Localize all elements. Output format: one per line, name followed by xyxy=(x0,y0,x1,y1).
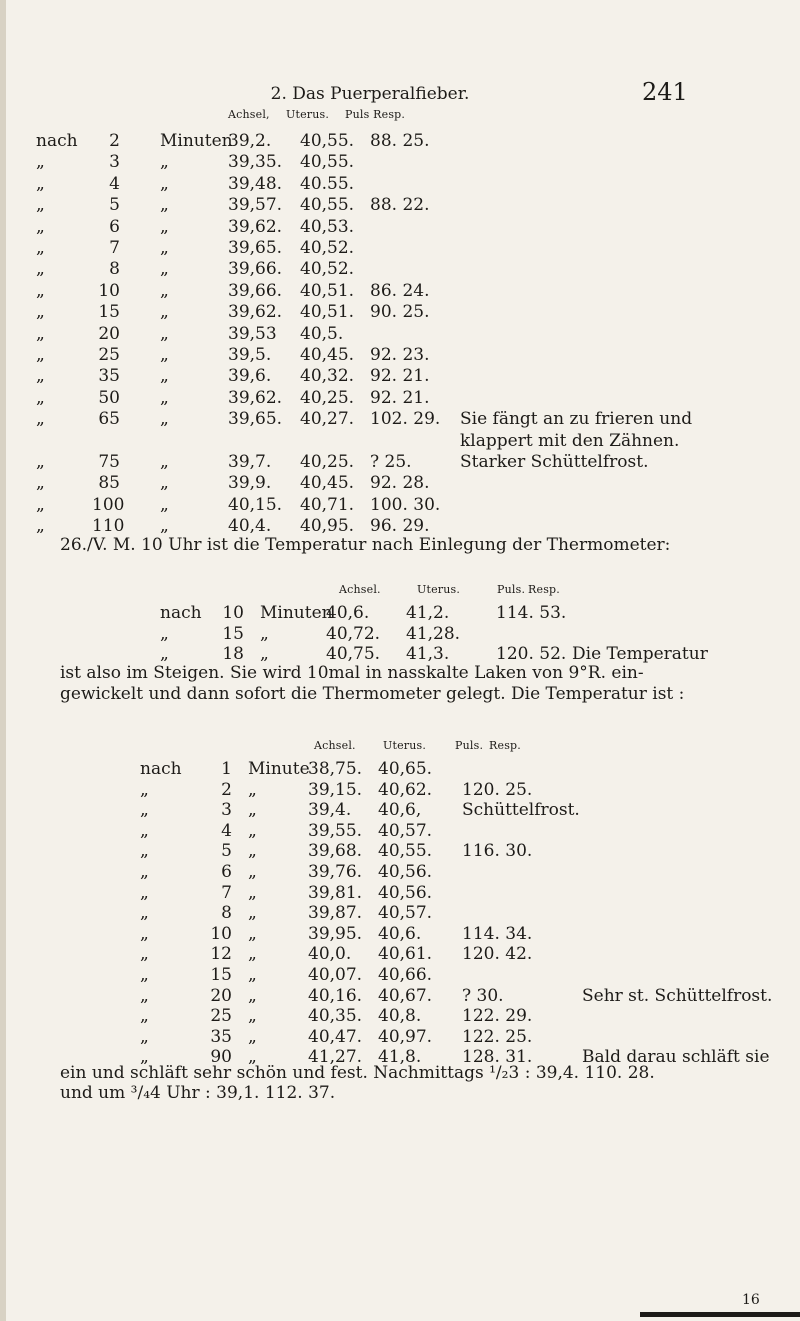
row-unit: „ xyxy=(248,923,257,944)
uterus-value: 40,6, xyxy=(378,800,422,821)
row-number: 7 xyxy=(109,238,120,258)
column-header: Resp. xyxy=(528,583,560,596)
row-unit: „ xyxy=(160,238,169,258)
column-header: Puls Resp. xyxy=(345,108,406,121)
row-number: 2 xyxy=(109,131,120,151)
row-note: klappert mit den Zähnen. xyxy=(460,430,680,451)
row-prefix: „ xyxy=(36,216,45,237)
achsel-value: 39,65. xyxy=(228,238,283,258)
achsel-value: 39,48. xyxy=(228,173,283,194)
row-prefix: „ xyxy=(140,820,149,841)
uterus-value: 40,66. xyxy=(378,965,433,985)
uterus-value: 40,8. xyxy=(378,1006,422,1027)
row-number: 8 xyxy=(109,259,120,280)
paragraph-3-line-2: und um ³/₄4 Uhr : 39,1. 112. 37. xyxy=(60,1083,336,1103)
row-number: 10 xyxy=(98,280,120,301)
puls-resp-value: 92. 23. xyxy=(370,345,430,365)
puls-resp-value: 92. 28. xyxy=(370,473,430,494)
achsel-value: 39,81. xyxy=(308,882,363,903)
column-header: Achsel, xyxy=(228,108,270,121)
row-number: 12 xyxy=(210,944,232,965)
achsel-value: 40,72. xyxy=(326,623,381,644)
achsel-value: 39,68. xyxy=(308,841,363,862)
row-number: 5 xyxy=(221,841,232,862)
row-prefix: „ xyxy=(140,944,149,965)
paragraph-2-line-2: gewickelt und dann sofort die Thermometer gelegt. Die Temperatur ist : xyxy=(60,684,685,704)
column-header: Resp. xyxy=(489,739,521,752)
puls-resp-value: Schüttelfrost. xyxy=(462,800,580,821)
achsel-value: 39,66. xyxy=(228,259,283,280)
row-number: 75 xyxy=(98,452,120,472)
row-number: 3 xyxy=(109,152,120,173)
row-number: 6 xyxy=(109,216,120,237)
row-prefix: „ xyxy=(36,195,45,216)
row-unit: „ xyxy=(260,644,269,665)
puls-resp-value: 114. 34. xyxy=(462,923,533,944)
row-unit: „ xyxy=(160,366,169,387)
achsel-value: 39,7. xyxy=(228,452,272,472)
row-prefix: „ xyxy=(140,965,149,985)
row-unit: „ xyxy=(160,280,169,301)
row-unit: „ xyxy=(160,494,169,515)
row-number: 4 xyxy=(109,173,120,194)
row-unit: „ xyxy=(248,944,257,965)
puls-resp-value: 86. 24. xyxy=(370,280,430,301)
uterus-value: 40,61. xyxy=(378,944,433,965)
achsel-value: 39,62. xyxy=(228,302,283,323)
row-prefix: „ xyxy=(36,452,45,472)
row-note: Die Temperatur xyxy=(572,644,708,665)
achsel-value: 40,07. xyxy=(308,965,363,985)
achsel-value: 40,15. xyxy=(228,494,283,515)
uterus-value: 40,32. xyxy=(300,366,355,387)
achsel-value: 39,66. xyxy=(228,280,283,301)
uterus-value: 40,57. xyxy=(378,903,433,924)
page-number: 241 xyxy=(642,78,688,106)
paragraph-2-line-1: ist also im Steigen. Sie wird 10mal in nasskalte Laken von 9°R. ein- xyxy=(60,663,644,683)
uterus-value: 40,25. xyxy=(300,452,355,472)
achsel-value: 39,4. xyxy=(308,800,352,821)
column-header: Uterus. xyxy=(286,108,330,121)
row-prefix: „ xyxy=(36,323,45,344)
paragraph-3-line-1: ein und schläft sehr schön und fest. Nachmittags ¹/₂3 : 39,4. 110. 28. xyxy=(60,1063,655,1083)
achsel-value: 39,95. xyxy=(308,923,363,944)
uterus-value: 41,2. xyxy=(406,603,450,623)
row-prefix: nach xyxy=(160,603,202,623)
achsel-value: 39,9. xyxy=(228,473,272,494)
row-unit: Minuten xyxy=(260,603,333,623)
uterus-value: 40,56. xyxy=(378,862,433,882)
uterus-value: 40,71. xyxy=(300,494,355,515)
row-prefix: „ xyxy=(140,779,149,800)
achsel-value: 39,2. xyxy=(228,131,272,151)
row-unit: „ xyxy=(248,820,257,841)
row-unit: „ xyxy=(160,345,169,365)
achsel-value: 39,87. xyxy=(308,903,363,924)
row-unit: „ xyxy=(248,779,257,800)
puls-resp-value: 122. 29. xyxy=(462,1006,533,1027)
row-number: 35 xyxy=(98,366,120,387)
achsel-value: 39,5. xyxy=(228,345,272,365)
puls-resp-value: 116. 30. xyxy=(462,841,533,862)
row-prefix: nach xyxy=(36,131,78,151)
row-unit: „ xyxy=(160,259,169,280)
puls-resp-value: 90. 25. xyxy=(370,302,430,323)
row-prefix: „ xyxy=(140,985,149,1006)
achsel-value: 40,4. xyxy=(228,516,272,537)
row-unit: „ xyxy=(160,516,169,537)
uterus-value: 40,52. xyxy=(300,238,355,258)
uterus-value: 40,51. xyxy=(300,302,355,323)
row-number: 65 xyxy=(98,409,120,430)
column-header: Achsel. xyxy=(314,739,356,752)
row-prefix: „ xyxy=(160,644,169,665)
row-number: 20 xyxy=(98,323,120,344)
row-unit: „ xyxy=(248,800,257,821)
row-prefix: „ xyxy=(36,409,45,430)
row-number: 10 xyxy=(210,923,232,944)
column-header: Puls. xyxy=(497,583,526,596)
row-number: 15 xyxy=(210,965,232,985)
row-unit: „ xyxy=(248,985,257,1006)
row-unit: „ xyxy=(160,452,169,472)
row-unit: Minute xyxy=(248,759,310,779)
row-prefix: „ xyxy=(140,862,149,882)
achsel-value: 39,62. xyxy=(228,387,283,408)
row-prefix: „ xyxy=(140,800,149,821)
uterus-value: 40,56. xyxy=(378,882,433,903)
row-prefix: „ xyxy=(36,173,45,194)
achsel-value: 39,53 xyxy=(228,323,277,344)
uterus-value: 40,65. xyxy=(378,759,433,779)
puls-resp-value: 128. 31. xyxy=(462,1047,533,1068)
achsel-value: 39,15. xyxy=(308,779,363,800)
row-prefix: „ xyxy=(140,923,149,944)
uterus-value: 40,55. xyxy=(300,131,355,151)
puls-resp-value: ? 25. xyxy=(370,452,412,472)
row-prefix: nach xyxy=(140,759,182,779)
uterus-value: 40,45. xyxy=(300,345,355,365)
column-header: Uterus. xyxy=(383,739,427,752)
row-prefix: „ xyxy=(36,238,45,258)
achsel-value: 39,35. xyxy=(228,152,283,173)
achsel-value: 40,75. xyxy=(326,644,381,665)
row-number: 3 xyxy=(221,800,232,821)
uterus-value: 41,28. xyxy=(406,623,461,644)
row-unit: „ xyxy=(248,862,257,882)
uterus-value: 40.55. xyxy=(300,173,355,194)
achsel-value: 41,27. xyxy=(308,1047,363,1068)
achsel-value: 39,57. xyxy=(228,195,283,216)
row-number: 110 xyxy=(92,516,125,537)
row-number: 35 xyxy=(210,1026,232,1047)
uterus-value: 40,53. xyxy=(300,216,355,237)
row-prefix: „ xyxy=(36,387,45,408)
uterus-value: 40,55. xyxy=(300,195,355,216)
row-number: 50 xyxy=(98,387,120,408)
row-number: 15 xyxy=(98,302,120,323)
achsel-value: 40,16. xyxy=(308,985,363,1006)
row-prefix: „ xyxy=(36,494,45,515)
achsel-value: 39,62. xyxy=(228,216,283,237)
bottom-rule xyxy=(640,1312,800,1317)
puls-resp-value: 96. 29. xyxy=(370,516,430,537)
row-note: Sehr st. Schüttelfrost. xyxy=(582,985,773,1006)
row-prefix: „ xyxy=(140,1047,149,1068)
puls-resp-value: 100. 30. xyxy=(370,494,441,515)
row-unit: Minuten xyxy=(160,131,233,151)
row-number: 6 xyxy=(221,862,232,882)
row-unit: „ xyxy=(160,473,169,494)
row-unit: „ xyxy=(160,195,169,216)
row-number: 20 xyxy=(210,985,232,1006)
uterus-value: 40,6. xyxy=(378,923,422,944)
row-number: 7 xyxy=(221,882,232,903)
column-header: Uterus. xyxy=(417,583,461,596)
achsel-value: 40,35. xyxy=(308,1006,363,1027)
puls-resp-value: 120. 42. xyxy=(462,944,533,965)
row-prefix: „ xyxy=(140,1006,149,1027)
puls-resp-value: 102. 29. xyxy=(370,409,441,430)
signature-mark: 16 xyxy=(742,1292,760,1308)
column-header: Puls. xyxy=(455,739,484,752)
achsel-value: 40,47. xyxy=(308,1026,363,1047)
puls-resp-value: ? 30. xyxy=(462,985,504,1006)
row-prefix: „ xyxy=(36,473,45,494)
row-note: Sie fängt an zu frieren und xyxy=(460,409,693,430)
row-number: 100 xyxy=(92,494,125,515)
column-header: Achsel. xyxy=(339,583,381,596)
achsel-value: 39,65. xyxy=(228,409,283,430)
row-prefix: „ xyxy=(36,302,45,323)
row-unit: „ xyxy=(248,903,257,924)
row-unit: „ xyxy=(248,1026,257,1047)
puls-resp-value: 120. 25. xyxy=(462,779,533,800)
puls-resp-value: 88. 25. xyxy=(370,131,430,151)
row-number: 2 xyxy=(221,779,232,800)
uterus-value: 40,45. xyxy=(300,473,355,494)
row-number: 25 xyxy=(210,1006,232,1027)
achsel-value: 40,6. xyxy=(326,603,370,623)
row-number: 4 xyxy=(221,820,232,841)
uterus-value: 40,55. xyxy=(378,841,433,862)
row-prefix: „ xyxy=(36,345,45,365)
row-number: 85 xyxy=(98,473,120,494)
row-number: 90 xyxy=(210,1047,232,1068)
achsel-value: 39,6. xyxy=(228,366,272,387)
row-prefix: „ xyxy=(140,903,149,924)
paragraph-1: 26./V. M. 10 Uhr ist die Temperatur nach Einlegung der Thermometer: xyxy=(60,535,671,555)
uterus-value: 40,57. xyxy=(378,820,433,841)
row-prefix: „ xyxy=(36,366,45,387)
achsel-value: 40,0. xyxy=(308,944,352,965)
puls-resp-value: 114. 53. xyxy=(496,603,567,623)
uterus-value: 40,62. xyxy=(378,779,433,800)
row-number: 10 xyxy=(222,603,244,623)
row-prefix: „ xyxy=(36,280,45,301)
row-unit: „ xyxy=(160,173,169,194)
row-unit: „ xyxy=(248,882,257,903)
page-edge xyxy=(0,0,6,1321)
uterus-value: 41,8. xyxy=(378,1047,422,1068)
row-number: 1 xyxy=(221,759,232,779)
achsel-value: 39,55. xyxy=(308,820,363,841)
row-unit: „ xyxy=(248,1047,257,1068)
row-unit: „ xyxy=(248,841,257,862)
row-unit: „ xyxy=(160,216,169,237)
uterus-value: 41,3. xyxy=(406,644,450,665)
row-unit: „ xyxy=(260,623,269,644)
row-unit: „ xyxy=(160,302,169,323)
row-unit: „ xyxy=(160,409,169,430)
puls-resp-value: 92. 21. xyxy=(370,387,430,408)
uterus-value: 40,51. xyxy=(300,280,355,301)
row-prefix: „ xyxy=(160,623,169,644)
row-unit: „ xyxy=(248,965,257,985)
row-note: Starker Schüttelfrost. xyxy=(460,452,649,472)
puls-resp-value: 88. 22. xyxy=(370,195,430,216)
puls-resp-value: 92. 21. xyxy=(370,366,430,387)
row-prefix: „ xyxy=(140,882,149,903)
row-number: 25 xyxy=(98,345,120,365)
row-prefix: „ xyxy=(140,841,149,862)
uterus-value: 40,5. xyxy=(300,323,344,344)
puls-resp-value: 120. 52. xyxy=(496,644,567,665)
uterus-value: 40,97. xyxy=(378,1026,433,1047)
row-prefix: „ xyxy=(140,1026,149,1047)
row-number: 8 xyxy=(221,903,232,924)
uterus-value: 40,52. xyxy=(300,259,355,280)
row-prefix: „ xyxy=(36,259,45,280)
row-unit: „ xyxy=(248,1006,257,1027)
running-head: 2. Das Puerperalfieber. xyxy=(270,84,470,104)
row-unit: „ xyxy=(160,387,169,408)
row-unit: „ xyxy=(160,323,169,344)
achsel-value: 39,76. xyxy=(308,862,363,882)
uterus-value: 40,95. xyxy=(300,516,355,537)
puls-resp-value: 122. 25. xyxy=(462,1026,533,1047)
achsel-value: 38,75. xyxy=(308,759,363,779)
row-note: Bald darau schläft sie xyxy=(582,1047,770,1068)
uterus-value: 40,55. xyxy=(300,152,355,173)
row-number: 5 xyxy=(109,195,120,216)
uterus-value: 40,27. xyxy=(300,409,355,430)
row-number: 15 xyxy=(222,623,244,644)
row-number: 18 xyxy=(222,644,244,665)
uterus-value: 40,67. xyxy=(378,985,433,1006)
row-prefix: „ xyxy=(36,152,45,173)
row-unit: „ xyxy=(160,152,169,173)
uterus-value: 40,25. xyxy=(300,387,355,408)
row-prefix: „ xyxy=(36,516,45,537)
